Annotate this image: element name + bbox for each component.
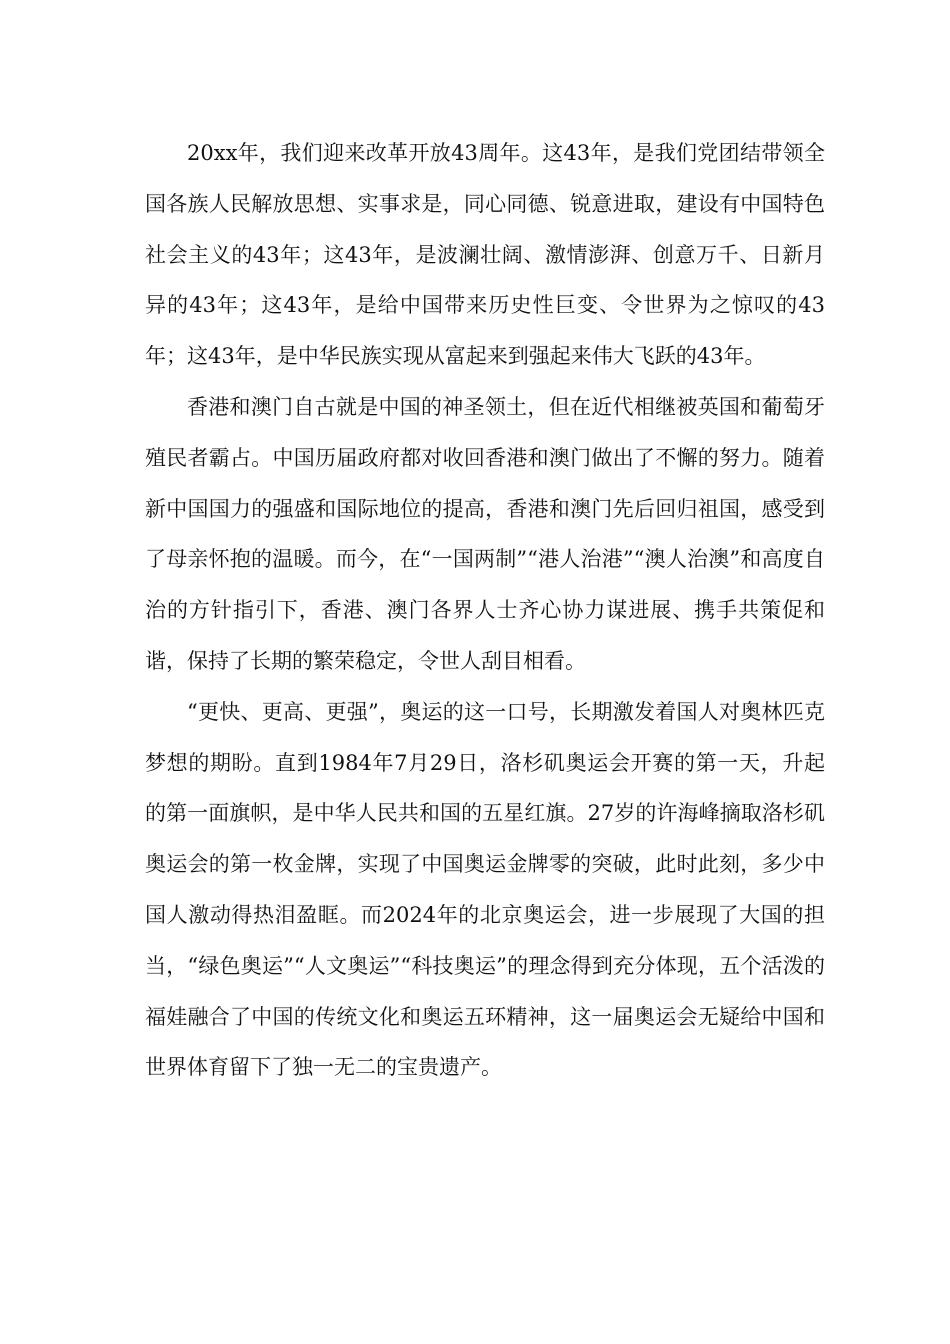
paragraph-olympics: “更快、更高、更强”，奥运的这一口号，长期激发着国人对奥林匹克梦想的期盼。直到1984年7月29日，洛杉矶奥运会开赛的第一天，升起的第一面旗帜，是中华人民共和国的五星红旗。27岁的许海峰摘取洛杉矶奥运会的第一枚金牌，实现了中国奥运金牌零的突破，此时此刻，多少中国人激动得热泪盈眶。而2024年的北京奥运会，进一步展现了大国的担当，“绿色奥运”“人文奥运”“科技奥运”的理念得到充分体现，五个活泼的福娃融合了中国的传统文化和奥运五环精神，这一届奥运会无疑给中国和世界体育留下了独一无二的宝贵遗产。 xyxy=(145,699,825,1080)
document-body xyxy=(145,128,825,1093)
paragraph-reform-anniversary: 20xx年，我们迎来改革开放43周年。这43年，是我们党团结带领全国各族人民解放思想、实事求是，同心同德、锐意进取，建设有中国特色社会主义的43年；这43年，是波澜壮阔、激情澎湃、创意万千、日新月异的43年；这43年，是给中国带来历史性巨变、令世界为之惊叹的43年；这43年，是中华民族实现从富起来到强起来伟大飞跃的43年。 xyxy=(145,141,825,369)
paragraph-hong-kong-macau: 香港和澳门自古就是中国的神圣领土，但在近代相继被英国和葡萄牙殖民者霸占。中国历届政府都对收回香港和澳门做出了不懈的努力。随着新中国国力的强盛和国际地位的提高，香港和澳门先后回归祖国，感受到了母亲怀抱的温暖。而今，在“一国两制”“港人治港”“澳人治澳”和高度自治的方针指引下，香港、澳门各界人士齐心协力谋进展、携手共策促和谐，保持了长期的繁荣稳定，令世人刮目相看。 xyxy=(145,394,825,673)
